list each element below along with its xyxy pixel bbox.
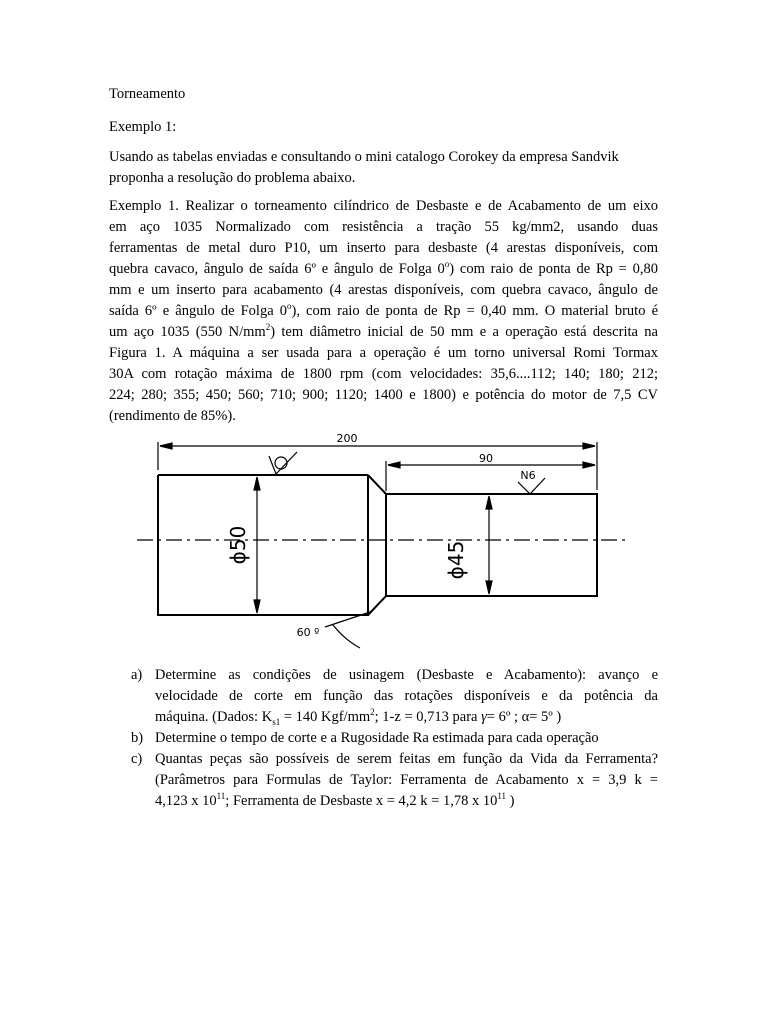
question-b: b) Determine o tempo de corte e a Rugosidade Ra estimada para cada operação bbox=[109, 728, 658, 749]
problem-line: saída 6º e ângulo de Folga 0$^o$), com raio de ponta de Rp = 0,40 mm. O material bruto é bbox=[109, 301, 659, 319]
problem-line: (rendimento de 85%). bbox=[109, 408, 236, 424]
question-marker: a) bbox=[131, 667, 143, 683]
example-label: Exemplo 1: bbox=[109, 119, 177, 135]
diameter-45-dimension bbox=[486, 496, 492, 594]
chamfer-angle-label: 60 º bbox=[296, 626, 320, 639]
shaft-outline bbox=[158, 475, 597, 615]
surface-symbol-raw bbox=[269, 452, 297, 474]
chamfer-angle-annotation bbox=[325, 612, 370, 648]
dimension-90-label: 90 bbox=[479, 452, 493, 465]
roughness-n6-label: N6 bbox=[520, 469, 536, 482]
problem-line: Exemplo 1. Realizar o torneamento cilíndrico de Desbaste e de Acabamento de um eixo bbox=[109, 198, 658, 214]
question-a: a) Determine as condições de usinagem (Desbaste e Acabamento): avanço e velocidade de corte em função das rotações disponíveis e da potência da máquina. (Dados: $K_{s1} = 140$ Kgf/$mm^2$; 1-z = 0,713 para γ= 6º ; α= 5º ) bbox=[131, 667, 658, 727]
intro-line-1: Usando as tabelas enviadas e consultando o mini catalogo Corokey da empresa Sandvik bbox=[109, 149, 619, 165]
large-diameter-section bbox=[158, 475, 368, 615]
diameter-45-label: ϕ45 bbox=[444, 540, 468, 580]
problem-line: Figura 1. A máquina a ser usada para a operação é um torno universal Romi Tormax bbox=[109, 345, 658, 361]
problem-line: em aço 1035 Normalizado com resistência a tração 55 kg/mm2, usando duas bbox=[109, 219, 658, 235]
dimension-200-label: 200 bbox=[336, 432, 358, 445]
question-c: c) Quantas peças são possíveis de serem feitas em função da Vida da Ferramenta? (Parâmetros para Formulas de Taylor: Ferramenta de Acabamento x = 3,9 k = 4,123 x $10^{11}$; Ferramenta de Desbaste x = 4,2 k = 1,78 x $10^{11}$ ) bbox=[131, 751, 658, 809]
dimension-total-length bbox=[158, 442, 597, 490]
intro-line-2: proponha a resolução do problema abaixo. bbox=[109, 170, 356, 186]
problem-line: 30A com rotação máxima de 1800 rpm (com velocidades: 35,6....112; 140; 180; 212; bbox=[109, 366, 658, 382]
dimension-partial-length bbox=[386, 461, 595, 491]
problem-line: um aço 1035 (550 $N/mm^2$) tem diâmetro inicial de 50 mm e a operação está descrita na bbox=[109, 322, 658, 340]
diameter-50-label: ϕ50 bbox=[226, 525, 250, 565]
topic-title: Torneamento bbox=[109, 86, 186, 102]
chamfer bbox=[368, 475, 386, 615]
problem-line: 224; 280; 355; 450; 560; 710; 900; 1120; 1400 e 1800) e potência do motor de 7,5 CV bbox=[109, 387, 658, 403]
diameter-50-dimension bbox=[254, 477, 260, 613]
problem-line: mm e um inserto para acabamento (4 arestas disponíveis, com quebra cavaco, ângulo de bbox=[109, 282, 658, 298]
problem-line: ferramentas de metal duro P10, um inserto para desbaste (4 arestas disponíveis, com bbox=[109, 240, 658, 256]
question-marker: b) bbox=[131, 730, 144, 746]
problem-line: quebra cavaco, ângulo de saída 6º e ângulo de Folga 0$^o$) com raio de ponta de Rp = 0,80 bbox=[109, 259, 658, 277]
question-marker: c) bbox=[131, 751, 143, 767]
question-list bbox=[109, 665, 658, 812]
